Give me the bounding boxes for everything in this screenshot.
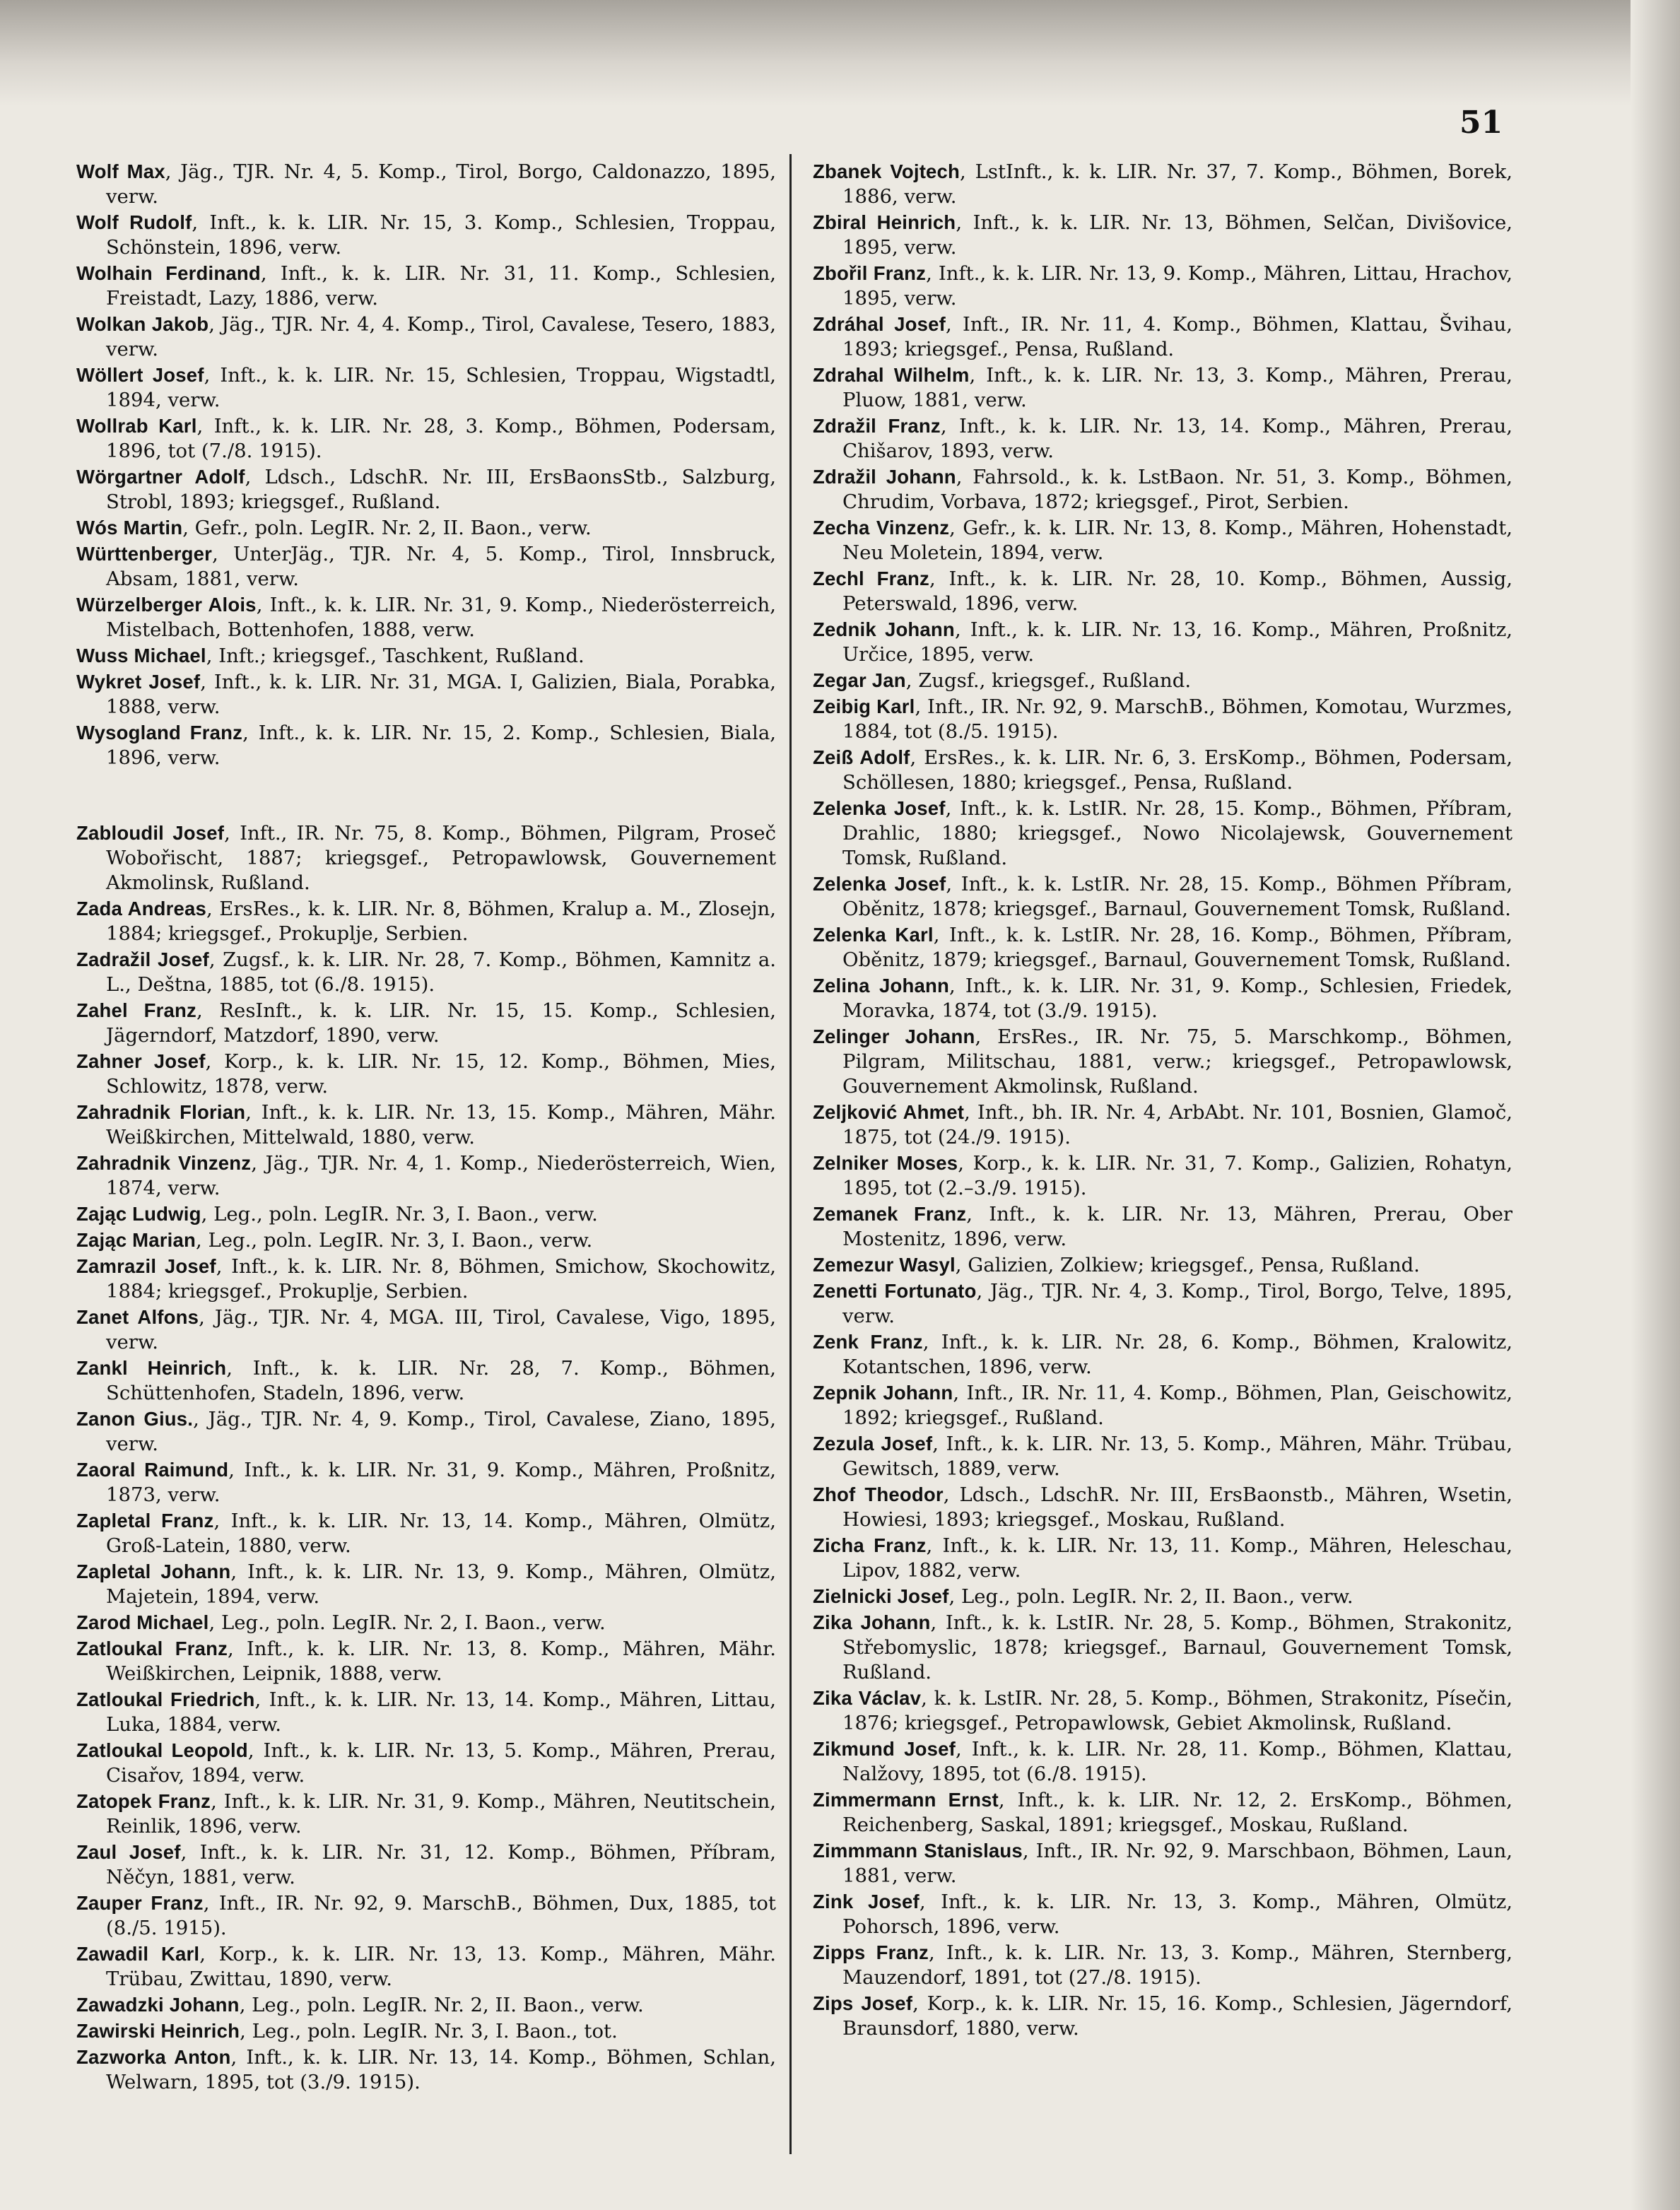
section-gap [76, 771, 776, 821]
entry-details: , Inft., k. k. LIR. Nr. 13, 15. Komp., Mähren, Mähr. Weißkirchen, Mittelwald, 1880, verw. [106, 1101, 776, 1148]
entry-details: , Inft., IR. Nr. 11, 4. Komp., Böhmen, Klattau, Švihau, 1893; kriegsgef., Pensa, Rußland. [842, 313, 1512, 360]
entry-name: Wós Martin [76, 517, 183, 539]
entry-name: Wolkan Jakob [76, 313, 209, 335]
register-entry [76, 592, 776, 642]
entry-name: Zanon Gius. [76, 1408, 194, 1430]
entry-name: Zelniker Moses [813, 1152, 958, 1174]
entry-name: Zegar Jan [813, 669, 906, 691]
register-entry [76, 413, 776, 464]
entry-name: Zbiral Heinrich [813, 211, 956, 233]
entry-details: , Inft., k. k. LstIR. Nr. 28, 16. Komp., Böhmen, Příbram, Oběnitz, 1879; kriegsgef., Barnaul, Gouvernement Tomsk, Rußland. [842, 924, 1512, 971]
entry-details: , ErsRes., k. k. LIR. Nr. 8, Böhmen, Kralup a. M., Zlosejn, 1884; kriegsgef., Prokuplje, Serbien. [106, 898, 776, 945]
entry-details: , Fahrsold., k. k. LstBaon. Nr. 51, 3. Komp., Böhmen, Chrudim, Vorbava, 1872; kriegsgef., Pirot, Serbien. [842, 466, 1512, 513]
entry-details: , Gefr., poln. LegIR. Nr. 2, II. Baon., verw. [182, 517, 592, 539]
entry-details: , Korp., k. k. LIR. Nr. 15, 12. Komp., Böhmen, Mies, Schlowitz, 1878, verw. [106, 1050, 776, 1098]
entry-name: Zahradnik Vinzenz [76, 1152, 252, 1174]
entry-name: Zimmmann Stanislaus [813, 1840, 1023, 1862]
entry-details: , Inft., k. k. LIR. Nr. 13, 14. Komp., Böhmen, Schlan, Welwarn, 1895, tot (3./9. 1915). [106, 2046, 776, 2093]
entry-name: Zimmermann Ernst [813, 1789, 999, 1811]
register-entry [813, 1279, 1512, 1329]
entry-name: Zabloudil Josef [76, 822, 225, 844]
column-divider [789, 154, 792, 2154]
entry-details: , Inft., k. k. LIR. Nr. 31, 9. Komp., Mähren, Proßnitz, 1873, verw. [106, 1459, 776, 1506]
register-entry [813, 1610, 1512, 1685]
entry-details: , Jäg., TJR. Nr. 4, 4. Komp., Tirol, Cavalese, Tesero, 1883, verw. [106, 313, 776, 360]
entry-name: Zapletal Johann [76, 1560, 231, 1582]
entry-name: Zielnicki Josef [813, 1585, 949, 1607]
entry-name: Zednik Johann [813, 618, 955, 640]
entry-details: , Leg., poln. LegIR. Nr. 2, I. Baon., verw. [208, 1611, 606, 1634]
register-entry [813, 1024, 1512, 1099]
entry-name: Zatloukal Friedrich [76, 1688, 255, 1710]
entry-name: Zips Josef [813, 1992, 913, 2014]
register-entry [76, 1789, 776, 1839]
entry-details: , Inft., k. k. LIR. Nr. 28, 10. Komp., Böhmen, Aussig, Peterswald, 1896, verw. [842, 568, 1512, 615]
entry-name: Zauper Franz [76, 1892, 204, 1914]
register-entry [813, 1686, 1512, 1736]
register-entry [813, 1431, 1512, 1481]
entry-details: , Inft., k. k. LIR. Nr. 13, 3. Komp., Mähren, Sternberg, Mauzendorf, 1891, tot (27./8. 1915). [842, 1941, 1512, 1989]
entry-name: Zeljković Ahmet [813, 1101, 965, 1123]
entry-name: Wolhain Ferdinand [76, 262, 261, 284]
entry-name: Zenetti Fortunato [813, 1280, 977, 1302]
entry-details: , Ldsch., LdschR. Nr. III, ErsBaonsStb., Salzburg, Strobl, 1893; kriegsgef., Rußland. [106, 466, 776, 513]
entry-name: Zaul Josef [76, 1841, 181, 1863]
entry-details: , Inft., k. k. LIR. Nr. 13, 16. Komp., Mähren, Proßnitz, Určice, 1895, verw. [842, 618, 1512, 666]
register-entry [76, 821, 776, 895]
register-entry [76, 2045, 776, 2095]
entry-details: , Inft., k. k. LIR. Nr. 13, 14. Komp., Mähren, Prerau, Chišarov, 1893, verw. [842, 415, 1512, 462]
entry-details: , k. k. LstIR. Nr. 28, 5. Komp., Böhmen, Strakonitz, Písečin, 1876; kriegsgef., Petropawlowsk, Gebiet Akmolinsk, Rußland. [842, 1687, 1512, 1734]
entry-name: Zankl Heinrich [76, 1357, 227, 1379]
entry-details: , Inft., k. k. LIR. Nr. 31, 9. Komp., Mähren, Neutitschein, Reinlik, 1896, verw. [106, 1790, 776, 1838]
register-entry [76, 159, 776, 209]
entry-name: Zahradnik Florian [76, 1101, 246, 1123]
register-entry [76, 312, 776, 362]
entry-details: , Zugsf., kriegsgef., Rußland. [905, 669, 1192, 692]
register-entry [76, 1687, 776, 1737]
entry-details: , Inft., k. k. LIR. Nr. 13, 8. Komp., Mähren, Mähr. Weißkirchen, Leipnik, 1888, verw. [106, 1638, 776, 1685]
entry-name: Zelenka Karl [813, 924, 934, 946]
entry-details: , ErsRes., IR. Nr. 75, 5. Marschkomp., Böhmen, Pilgram, Militschau, 1881, verw.; kriegsgef., Petropawlowsk, Gouvernement Akmolinsk, Rußland. [842, 1025, 1512, 1098]
register-entry [813, 694, 1512, 744]
entry-name: Württenberger [76, 543, 213, 565]
register-entry [76, 2018, 776, 2044]
register-entry [76, 541, 776, 592]
register-entry [76, 515, 776, 541]
register-entry [76, 464, 776, 515]
register-entry [76, 363, 776, 413]
entry-name: Zeibig Karl [813, 695, 915, 717]
entry-details: , Inft., k. k. LIR. Nr. 13, 3. Komp., Mähren, Olmütz, Pohorsch, 1896, verw. [842, 1891, 1512, 1938]
register-entry [76, 1941, 776, 1992]
entry-name: Wolf Max [76, 160, 165, 182]
register-entry [813, 1329, 1512, 1380]
register-entry [813, 261, 1512, 311]
entry-name: Zawirski Heinrich [76, 2020, 240, 2042]
register-entry [813, 363, 1512, 413]
page-shadow-right [1631, 0, 1680, 2210]
entry-details: , LstInft., k. k. LIR. Nr. 37, 7. Komp., Böhmen, Borek, 1886, verw. [842, 160, 1512, 208]
entry-details: , Inft., k. k. LIR. Nr. 15, Schlesien, Troppau, Wigstadtl, 1894, verw. [106, 364, 776, 411]
entry-name: Zatloukal Franz [76, 1638, 228, 1659]
entry-name: Zemezur Wasyl [813, 1254, 956, 1276]
entry-name: Zelenka Josef [813, 797, 946, 819]
entry-details: , Inft., k. k. LIR. Nr. 28, 6. Komp., Böhmen, Kralowitz, Kotantschen, 1896, verw. [842, 1331, 1512, 1378]
entry-name: Zelenka Josef [813, 873, 946, 895]
register-entry [76, 1840, 776, 1890]
register-entry [813, 1838, 1512, 1888]
page-number: 51 [1459, 105, 1503, 141]
entry-details: , Inft., k. k. LIR. Nr. 31, 11. Komp., Schlesien, Freistadt, Lazy, 1886, verw. [106, 262, 776, 310]
entry-details: , Inft., k. k. LIR. Nr. 28, 3. Komp., Böhmen, Podersam, 1896, tot (7./8. 1915). [106, 415, 776, 462]
entry-details: , Inft., k. k. LIR. Nr. 12, 2. ErsKomp., Böhmen, Reichenberg, Saskal, 1891; kriegsgef., Moskau, Rußland. [842, 1789, 1512, 1836]
register-entry [76, 1356, 776, 1406]
register-entry [813, 515, 1512, 565]
entry-details: , Leg., poln. LegIR. Nr. 2, II. Baon., verw. [239, 1994, 644, 2016]
entry-details: , Leg., poln. LegIR. Nr. 2, II. Baon., verw. [948, 1585, 1353, 1608]
register-entry [813, 796, 1512, 871]
entry-details: , ErsRes., k. k. LIR. Nr. 6, 3. ErsKomp., Böhmen, Podersam, Schöllesen, 1880; kriegsgef., Pensa, Rußland. [842, 746, 1512, 794]
register-entry [813, 210, 1512, 260]
entry-name: Zazworka Anton [76, 2046, 231, 2068]
entry-name: Wolf Rudolf [76, 211, 192, 233]
entry-details: , Inft.; kriegsgef., Taschkent, Rußland. [206, 645, 585, 667]
entry-name: Zanet Alfons [76, 1306, 199, 1328]
entry-details: , Zugsf., k. k. LIR. Nr. 28, 7. Komp., Böhmen, Kamnitz a. L., Deštna, 1885, tot (6./8. 1915). [106, 948, 776, 996]
entry-name: Zeiß Adolf [813, 746, 910, 768]
entry-name: Zdrahal Wilhelm [813, 364, 970, 386]
entry-details: , Inft., k. k. LIR. Nr. 13, 5. Komp., Mähren, Prerau, Cisařov, 1894, verw. [106, 1739, 776, 1787]
register-entry [76, 1228, 776, 1253]
entry-name: Zatopek Franz [76, 1790, 211, 1812]
entry-details: , Jäg., TJR. Nr. 4, 9. Komp., Tirol, Cavalese, Ziano, 1895, verw. [106, 1408, 776, 1455]
register-entry [813, 1787, 1512, 1838]
entry-details: , Inft., k. k. LIR. Nr. 13, 11. Komp., Mähren, Heleschau, Lipov, 1882, verw. [842, 1534, 1512, 1582]
entry-details: , Jäg., TJR. Nr. 4, 5. Komp., Tirol, Borgo, Caldonazzo, 1895, verw. [106, 160, 776, 208]
entry-name: Zink Josef [813, 1891, 920, 1912]
register-entry [813, 1482, 1512, 1532]
register-entry [76, 261, 776, 311]
entry-name: Zdražil Johann [813, 466, 956, 488]
register-entry [813, 464, 1512, 515]
register-entry [76, 1508, 776, 1558]
entry-details: , Inft., IR. Nr. 92, 9. MarschB., Böhmen, Dux, 1885, tot (8./5. 1915). [106, 1892, 776, 1939]
register-entry [813, 668, 1512, 693]
entry-details: , Inft., k. k. LIR. Nr. 8, Böhmen, Smichow, Skochowitz, 1884; kriegsgef., Prokuplje, Serbien. [106, 1255, 776, 1303]
entry-details: , Inft., k. k. LIR. Nr. 13, Mähren, Prerau, Ober Mostenitz, 1896, verw. [842, 1203, 1512, 1250]
entry-details: , Jäg., TJR. Nr. 4, 3. Komp., Tirol, Borgo, Telve, 1895, verw. [842, 1280, 1512, 1327]
entry-details: , Ldsch., LdschR. Nr. III, ErsBaonstb., Mähren, Wsetin, Howiesi, 1893; kriegsgef., Moskau, Rußland. [842, 1483, 1512, 1531]
register-entry [813, 159, 1512, 209]
entry-details: , Inft., k. k. LIR. Nr. 13, 5. Komp., Mähren, Mähr. Trübau, Gewitsch, 1889, verw. [842, 1433, 1512, 1480]
register-entry [76, 1636, 776, 1686]
register-entry [813, 1151, 1512, 1201]
entry-name: Zikmund Josef [813, 1738, 956, 1760]
register-entry [813, 1533, 1512, 1583]
register-entry [76, 1992, 776, 2018]
register-entry [813, 1736, 1512, 1787]
register-entry [76, 1406, 776, 1457]
register-entry [813, 1100, 1512, 1150]
entry-details: , Inft., k. k. LIR. Nr. 13, 14. Komp., Mähren, Olmütz, Groß-Latein, 1880, verw. [106, 1510, 776, 1557]
entry-details: , Inft., k. k. LIR. Nr. 31, 9. Komp., Schlesien, Friedek, Moravka, 1874, tot (3./9. 1915). [842, 975, 1512, 1022]
entry-details: , Inft., k. k. LIR. Nr. 13, 9. Komp., Mähren, Littau, Hrachov, 1895, verw. [842, 262, 1512, 310]
entry-details: , Leg., poln. LegIR. Nr. 3, I. Baon., verw. [201, 1203, 598, 1226]
entry-name: Zicha Franz [813, 1534, 927, 1556]
entry-details: , Korp., k. k. LIR. Nr. 15, 16. Komp., Schlesien, Jägerndorf, Braunsdorf, 1880, verw. [842, 1992, 1512, 2040]
entry-details: , Leg., poln. LegIR. Nr. 3, I. Baon., tot. [240, 2020, 618, 2043]
entry-details: , Inft., IR. Nr. 92, 9. MarschB., Böhmen, Komotau, Wurzmes, 1884, tot (8./5. 1915). [842, 695, 1512, 743]
register-entry [76, 210, 776, 260]
register-entry [76, 643, 776, 669]
register-entry [76, 1610, 776, 1635]
entry-name: Zenk Franz [813, 1331, 923, 1353]
register-entry [813, 312, 1512, 362]
register-entry [76, 1457, 776, 1507]
entry-details: , Inft., k. k. LstIR. Nr. 28, 15. Komp., Böhmen Příbram, Oběnitz, 1878; kriegsgef., Barnaul, Gouvernement Tomsk, Rußland. [842, 873, 1512, 920]
register-entry [76, 896, 776, 946]
entry-name: Zawadil Karl [76, 1943, 200, 1965]
entry-details: , Inft., k. k. LIR. Nr. 28, 7. Komp., Böhmen, Schüttenhofen, Stadeln, 1896, verw. [106, 1357, 776, 1404]
entry-details: , Galizien, Zolkiew; kriegsgef., Pensa, Rußland. [955, 1254, 1420, 1276]
entry-name: Zając Marian [76, 1229, 196, 1251]
entry-name: Zechl Franz [813, 568, 930, 589]
register-entry [76, 998, 776, 1048]
register-entry [813, 566, 1512, 616]
entry-name: Zapletal Franz [76, 1510, 214, 1532]
register-entry [813, 973, 1512, 1023]
right-column-z-entries [813, 159, 1512, 2041]
register-entry [813, 1252, 1512, 1278]
page-shadow-top [0, 0, 1680, 106]
entry-name: Zelinger Johann [813, 1025, 975, 1047]
entry-name: Zemanek Franz [813, 1203, 967, 1225]
entry-name: Zada Andreas [76, 898, 207, 919]
register-entry [76, 1559, 776, 1609]
register-entry [813, 1889, 1512, 1939]
entry-details: , Inft., IR. Nr. 92, 9. Marschbaon, Böhmen, Laun, 1881, verw. [842, 1840, 1512, 1887]
register-entry [76, 1201, 776, 1227]
entry-details: , Inft., k. k. LIR. Nr. 13, 3. Komp., Mähren, Prerau, Pluow, 1881, verw. [842, 364, 1512, 411]
entry-name: Zelina Johann [813, 975, 949, 997]
entry-details: , Inft., k. k. LIR. Nr. 15, 2. Komp., Schlesien, Biala, 1896, verw. [106, 722, 776, 769]
entry-details: , Inft., IR. Nr. 11, 4. Komp., Böhmen, Plan, Geischowitz, 1892; kriegsgef., Rußland. [842, 1382, 1512, 1429]
entry-name: Würzelberger Alois [76, 594, 257, 616]
register-entry [813, 922, 1512, 972]
entry-name: Zdráhal Josef [813, 313, 946, 335]
entry-name: Zdražil Franz [813, 415, 941, 437]
entry-details: , ResInft., k. k. LIR. Nr. 15, 15. Komp., Schlesien, Jägerndorf, Matzdorf, 1890, verw. [106, 999, 776, 1047]
entry-name: Wöllert Josef [76, 364, 204, 386]
register-entry [76, 947, 776, 997]
entry-name: Zbanek Vojtech [813, 160, 961, 182]
register-entry [813, 413, 1512, 464]
register-entry [76, 669, 776, 719]
register-entry [76, 1254, 776, 1304]
entry-details: , Leg., poln. LegIR. Nr. 3, I. Baon., verw. [196, 1229, 593, 1252]
entry-details: , Inft., k. k. LIR. Nr. 31, MGA. I, Galizien, Biala, Porabka, 1888, verw. [106, 671, 776, 718]
entry-name: Zadražil Josef [76, 948, 209, 970]
register-entry [813, 1991, 1512, 2041]
entry-details: , Inft., k. k. LIR. Nr. 15, 3. Komp., Schlesien, Troppau, Schönstein, 1896, verw. [106, 211, 776, 259]
register-entry [76, 720, 776, 770]
register-entry [76, 1100, 776, 1150]
entry-name: Wuss Michael [76, 645, 206, 666]
entry-details: , Gefr., k. k. LIR. Nr. 13, 8. Komp., Mähren, Hohenstadt, Neu Moletein, 1894, verw. [842, 517, 1512, 564]
entry-details: , Inft., k. k. LstIR. Nr. 28, 15. Komp., Böhmen, Příbram, Drahlic, 1880; kriegsgef., Nowo Nicolajewsk, Gouvernement Tomsk, Rußland. [842, 797, 1512, 869]
entry-name: Zezula Josef [813, 1433, 933, 1454]
entry-details: , Inft., k. k. LIR. Nr. 13, 14. Komp., Mähren, Littau, Luka, 1884, verw. [106, 1688, 776, 1736]
left-column [76, 159, 776, 2159]
entry-name: Zahner Josef [76, 1050, 206, 1072]
entry-details: , Inft., k. k. LstIR. Nr. 28, 5. Komp., Böhmen, Strakonitz, Střebomyslic, 1878; kriegsgef., Barnaul, Gouvernement Tomsk, Rußland. [842, 1611, 1512, 1683]
entry-details: , Inft., k. k. LIR. Nr. 28, 11. Komp., Böhmen, Klattau, Nalžovy, 1895, tot (6./8. 1915). [842, 1738, 1512, 1785]
entry-name: Zając Ludwig [76, 1203, 201, 1225]
register-entry [813, 745, 1512, 795]
entry-name: Wysogland Franz [76, 722, 243, 743]
register-entry [813, 1940, 1512, 1990]
left-column-w-entries [76, 159, 776, 770]
register-entry [813, 1380, 1512, 1430]
entry-name: Zaoral Raimund [76, 1459, 229, 1481]
register-entry [76, 1151, 776, 1201]
entry-details: , Inft., k. k. LIR. Nr. 31, 12. Komp., Böhmen, Příbram, Něčyn, 1881, verw. [106, 1841, 776, 1888]
entry-details: , Korp., k. k. LIR. Nr. 13, 13. Komp., Mähren, Mähr. Trübau, Zwittau, 1890, verw. [106, 1943, 776, 1990]
entry-details: , Jäg., TJR. Nr. 4, 1. Komp., Niederösterreich, Wien, 1874, verw. [106, 1152, 776, 1199]
entry-details: , Jäg., TJR. Nr. 4, MGA. III, Tirol, Cavalese, Vigo, 1895, verw. [106, 1306, 776, 1353]
entry-details: , Inft., bh. IR. Nr. 4, ArbAbt. Nr. 101, Bosnien, Glamoč, 1875, tot (24./9. 1915). [842, 1101, 1512, 1148]
right-column [813, 159, 1512, 2159]
entry-name: Zamrazil Josef [76, 1255, 216, 1277]
entry-details: , Korp., k. k. LIR. Nr. 31, 7. Komp., Galizien, Rohatyn, 1895, tot (2.–3./9. 1915). [842, 1152, 1512, 1199]
entry-details: , Inft., k. k. LIR. Nr. 13, 9. Komp., Mähren, Olmütz, Majetein, 1894, verw. [106, 1560, 776, 1608]
entry-name: Zbořil Franz [813, 262, 927, 284]
entry-name: Zecha Vinzenz [813, 517, 950, 539]
entry-details: , UnterJäg., TJR. Nr. 4, 5. Komp., Tirol, Innsbruck, Absam, 1881, verw. [106, 543, 776, 590]
entry-details: , Inft., k. k. LIR. Nr. 31, 9. Komp., Niederösterreich, Mistelbach, Bottenhofen, 1888, verw. [106, 594, 776, 641]
entry-name: Zawadzki Johann [76, 1994, 240, 2016]
entry-name: Wollrab Karl [76, 415, 197, 437]
entry-details: , Inft., k. k. LIR. Nr. 13, Böhmen, Selčan, Divišovice, 1895, verw. [842, 211, 1512, 259]
register-entry [76, 1305, 776, 1355]
register-entry [813, 1201, 1512, 1252]
entry-name: Zika Johann [813, 1611, 931, 1633]
entry-name: Zatloukal Leopold [76, 1739, 248, 1761]
entry-name: Zepnik Johann [813, 1382, 953, 1404]
register-entry [813, 1584, 1512, 1609]
register-entry [813, 871, 1512, 922]
left-column-z-entries [76, 821, 776, 2095]
register-entry [76, 1891, 776, 1941]
entry-details: , Inft., IR. Nr. 75, 8. Komp., Böhmen, Pilgram, Proseč Wobořischt, 1887; kriegsgef., Petropawlowsk, Gouvernement Akmolinsk, Rußland. [106, 822, 776, 894]
entry-name: Zarod Michael [76, 1611, 209, 1633]
entry-name: Wykret Josef [76, 671, 201, 693]
register-entry [76, 1049, 776, 1099]
register-entry [76, 1738, 776, 1788]
entry-name: Zika Václav [813, 1687, 922, 1709]
register-entry [813, 617, 1512, 667]
entry-name: Zahel Franz [76, 999, 196, 1021]
entry-name: Wörgartner Adolf [76, 466, 245, 488]
entry-name: Zhof Theodor [813, 1483, 944, 1505]
entry-name: Zipps Franz [813, 1941, 929, 1963]
